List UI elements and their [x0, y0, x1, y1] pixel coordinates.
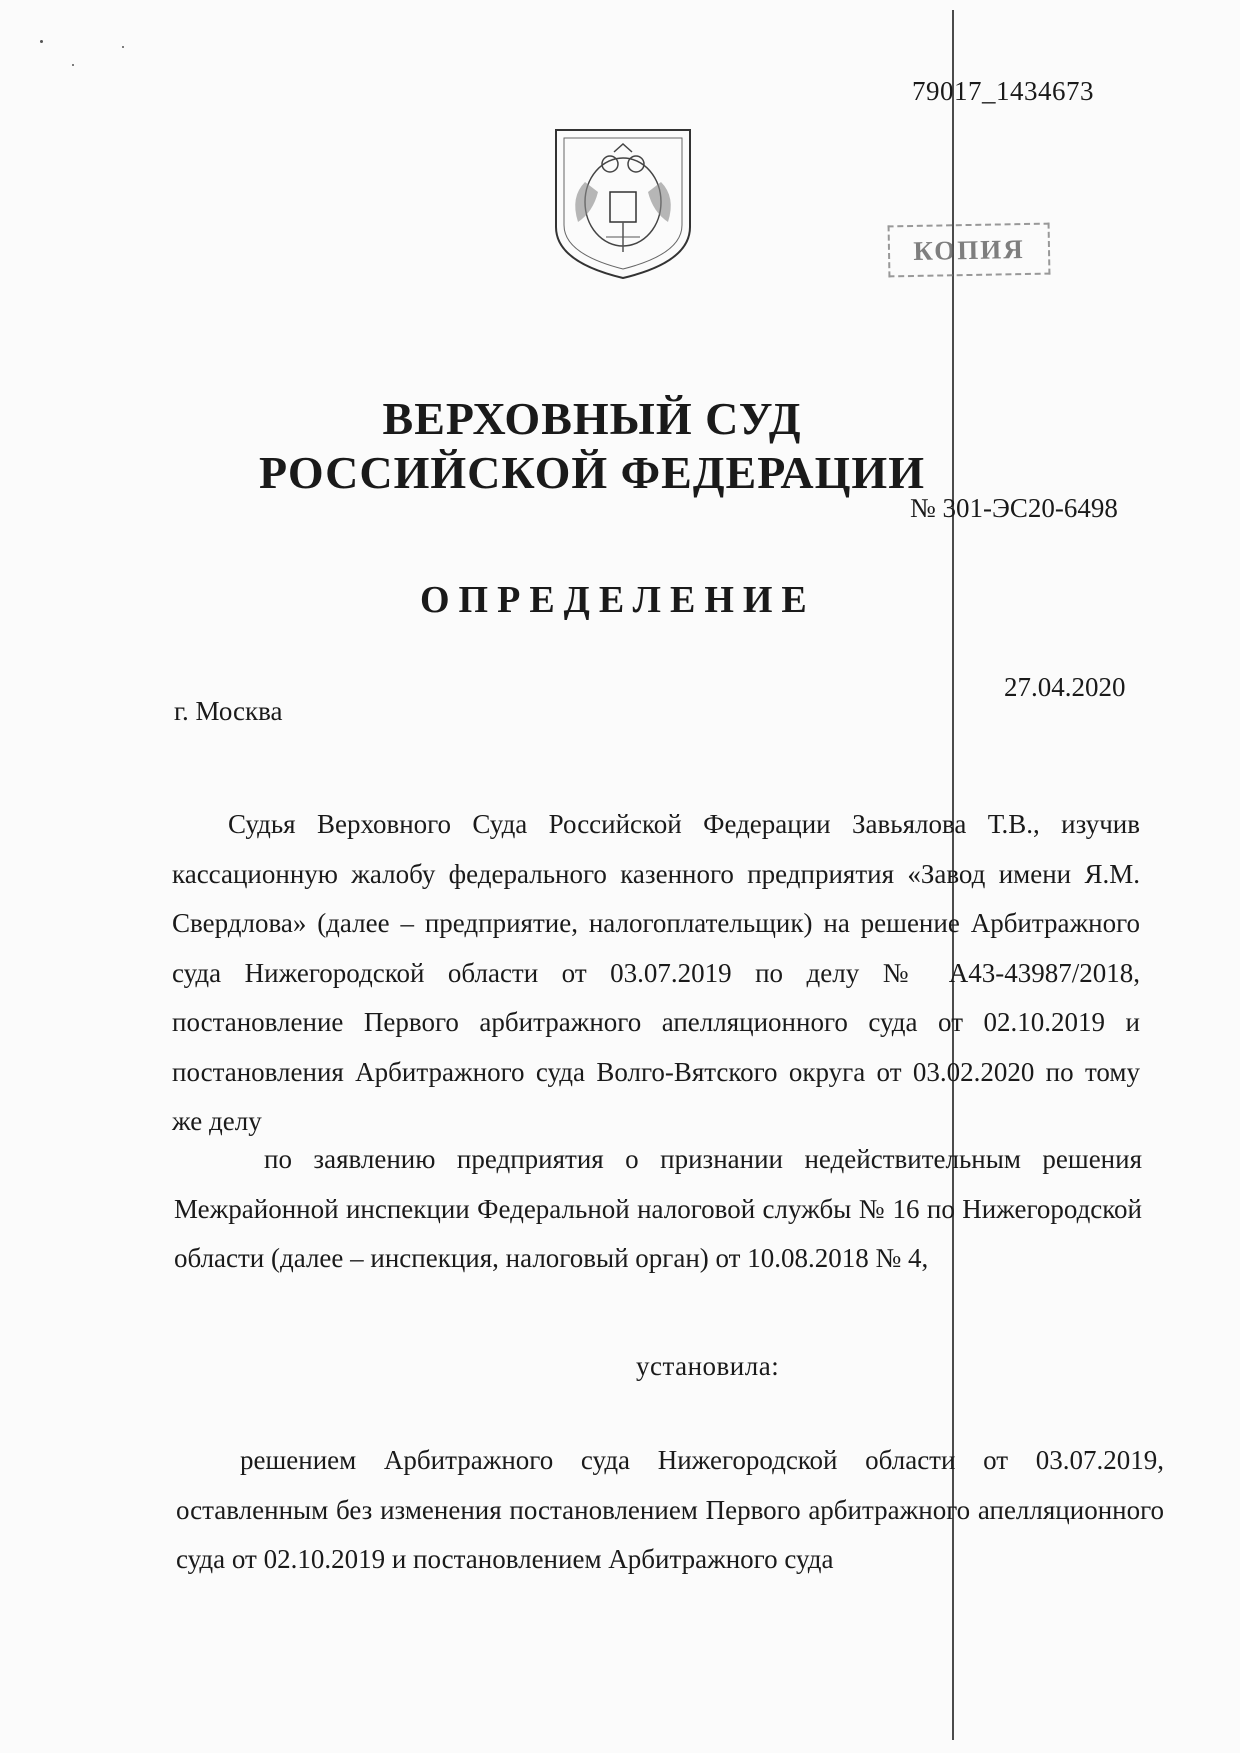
- paragraph-1-text: Судья Верховного Суда Российской Федерации Завьялова Т.В., изучив кассационную жалобу федерального казенного предприятия «Завод имени Я.М. Свердлова» (далее – предприятие, налогоплательщик) на решение Арбитражного суда Нижегородской области от 03.07.2019 по делу № А43-43987/2018, постановление Первого арбитражного апелляционного суда от 02.10.2019 и постановления Арбитражного суда Волго-Вятского округа от 03.02.2020 по тому же делу: [172, 809, 1140, 1136]
- court-name-line-1: ВЕРХОВНЫЙ СУД: [382, 393, 802, 444]
- verdict-heading: установила:: [636, 1351, 780, 1381]
- court-name-line-2: РОССИЙСКОЙ ФЕДЕРАЦИИ: [259, 447, 925, 498]
- document-id: 79017_1434673: [912, 76, 1094, 106]
- document-date: 27.04.2020: [1004, 672, 1126, 702]
- scan-speck: [40, 40, 43, 43]
- paragraph-3: [176, 1436, 1164, 1585]
- document-title: ОПРЕДЕЛЕНИЕ: [420, 579, 816, 621]
- coat-of-arms-icon: [548, 122, 698, 282]
- document-city: г. Москва: [174, 696, 283, 726]
- paragraph-3-text: решением Арбитражного суда Нижегородской области от 03.07.2019, оставленным без изменения постановлением Первого арбитражного апелляционного суда от 02.10.2019 и постановлением Арбитражного суда: [176, 1445, 1164, 1574]
- case-number: № 301-ЭС20-6498: [910, 493, 1118, 523]
- scan-speck: [122, 46, 124, 48]
- copy-stamp: КОПИЯ: [888, 223, 1051, 278]
- scan-speck: [72, 64, 74, 66]
- paragraph-2: [174, 1135, 1142, 1284]
- paragraph-2-text: по заявлению предприятия о признании недействительным решения Межрайонной инспекции Федеральной налоговой службы № 16 по Нижегородской области (далее – инспекция, налоговый орган) от 10.08.2018 № 4,: [174, 1144, 1142, 1273]
- paragraph-1: [172, 800, 1140, 1147]
